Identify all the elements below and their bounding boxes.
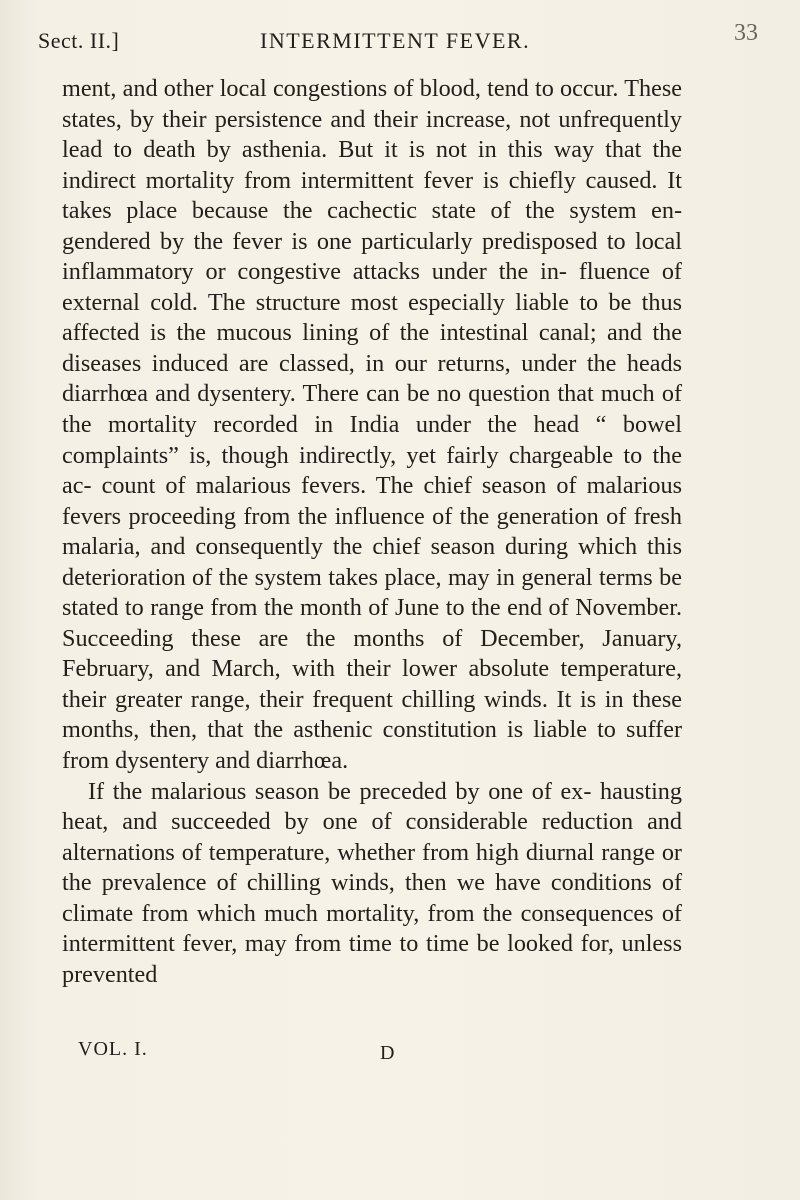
chapter-title: INTERMITTENT FEVER.: [260, 28, 531, 53]
paragraph-1: ment, and other local congestions of blood, tend to occur. These states, by their persistence and their increase, not unfrequently lead to death by asthenia. But it is not in this way that the indirect mortality from intermittent fever is chiefly caused. It takes place because the cachectic state of the system en- gendered by the fever is one particularly predisposed to local inflammatory or congestive attacks under the in- fluence of external cold. The structure most especially liable to be thus affected is the mucous lining of the intestinal canal; and the diseases induced are classed, in our returns, under the heads diarrhœa and dysentery. There can be no question that much of the mortality recorded in India under the head “ bowel complaints” is, though indirectly, yet fairly chargeable to the ac- count of malarious fevers. The chief season of malarious fevers proceeding from the influence of the generation of fresh malaria, and consequently the chief season during which this deterioration of the system takes place, may in general terms be stated to range from the month of June to the end of November. Succeeding these are the months of December, January, February, and March, with their lower absolute temperature, their greater range, their frequent chilling winds. It is in these months, then, that the asthenic constitution is liable to suffer from dysentery and diarrhœa.: [62, 75, 682, 775]
running-head: [38, 20, 758, 58]
volume-label: VOL. I.: [78, 1038, 148, 1060]
paragraph-2: If the malarious season be preceded by one of ex- hausting heat, and succeeded by one of considerable reduction and alternations of temperature, whether from high diurnal range or the prevalence of chilling winds, then we have conditions of climate from which much mortality, from the consequences of intermittent fever, may from time to time be looked for, unless prevented: [62, 777, 682, 988]
section-label: Sect. II.]: [38, 28, 120, 53]
footer: [62, 1038, 682, 1064]
page-number: 33: [734, 20, 758, 46]
signature-mark: D: [380, 1042, 395, 1064]
body-text: [62, 74, 682, 990]
